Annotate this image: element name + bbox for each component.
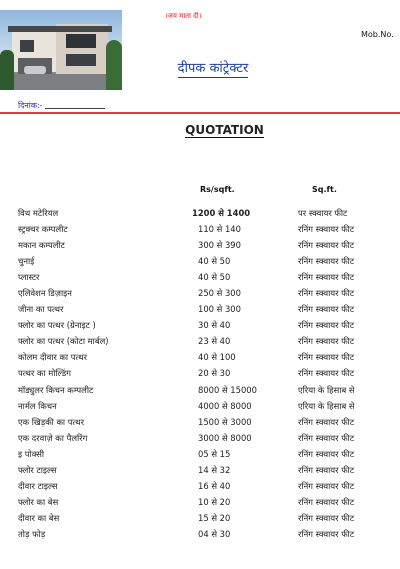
table-row [18, 349, 388, 365]
table-row [18, 301, 388, 317]
item-name: विथ मटेरियल [18, 208, 59, 218]
item-name: दीवार का बेस [18, 512, 60, 523]
item-rate: 300 से 390 [198, 240, 241, 251]
item-name: इ पोक्सी [18, 448, 45, 459]
item-rate: 10 से 20 [198, 496, 231, 507]
table-row [18, 494, 388, 510]
item-unit: रनिंग स्क्वायर फीट [298, 288, 355, 299]
table-row [18, 317, 388, 333]
table-row [18, 526, 388, 542]
mobile-number-label: Mob.No. [361, 30, 394, 39]
date-field [18, 100, 105, 111]
quotation-heading [0, 123, 400, 137]
item-name: मॉड्युलर किचन कम्पलीट [18, 384, 94, 395]
item-unit: रनिंग स्क्वायर फीट [298, 320, 355, 331]
table-row [18, 398, 388, 414]
item-rate: 20 से 30 [198, 368, 231, 379]
divider-line [0, 112, 400, 114]
item-rate: 40 से 50 [198, 256, 231, 267]
item-name: एलिवेशन डिज़ाइन [18, 288, 72, 299]
table-row [18, 205, 388, 221]
house-photo [0, 10, 122, 90]
item-rate: 110 से 140 [198, 224, 241, 235]
quotation-heading-text: QUOTATION [185, 123, 264, 137]
date-blank-line [45, 108, 105, 109]
item-unit: रनिंग स्क्वायर फीट [298, 512, 355, 523]
quotation-table [18, 205, 388, 542]
unit-column-header: Sq.ft. [312, 185, 337, 194]
table-row [18, 462, 388, 478]
item-name: फ्लोर का पत्थर (कोटा मार्बल) [18, 336, 109, 347]
item-rate: 14 से 32 [198, 464, 231, 475]
item-unit: रनिंग स्क्वायर फीट [298, 416, 355, 427]
item-rate: 23 से 40 [198, 336, 231, 347]
table-row [18, 221, 388, 237]
item-name: चुनाई [18, 256, 35, 267]
table-row [18, 365, 388, 381]
item-unit: रनिंग स्क्वायर फीट [298, 336, 355, 347]
item-name: प्लास्टर [18, 272, 40, 283]
table-row [18, 430, 388, 446]
item-name: फ्लोर का बेस [18, 496, 59, 507]
item-unit: रनिंग स्क्वायर फीट [298, 352, 355, 363]
item-unit: पर स्क्वायर फीट [298, 208, 348, 218]
item-name: दीवार टाइल्स [18, 480, 58, 491]
item-unit: रनिंग स्क्वायर फीट [298, 224, 355, 235]
item-name: एक खिड़की का पत्थर [18, 416, 85, 427]
table-row [18, 253, 388, 269]
item-rate: 3000 से 8000 [198, 432, 252, 443]
table-row [18, 269, 388, 285]
item-unit: एरिया के हिसाब से [298, 384, 355, 395]
item-unit: रनिंग स्क्वायर फीट [298, 464, 355, 475]
tagline: ।जय माता दी। [165, 12, 202, 20]
item-name: कोलम दीवार का पत्थर [18, 352, 88, 363]
item-unit: रनिंग स्क्वायर फीट [298, 448, 355, 459]
item-name: स्ट्रक्चर कम्पलीट [18, 224, 68, 235]
table-row [18, 237, 388, 253]
item-rate: 4000 से 8000 [198, 400, 252, 411]
table-row [18, 478, 388, 494]
item-name: एक दरवाज़े का पैलरिंग [18, 432, 88, 443]
company-name [0, 58, 400, 76]
table-row [18, 446, 388, 462]
item-unit: रनिंग स्क्वायर फीट [298, 528, 355, 539]
item-rate: 40 से 100 [198, 352, 236, 363]
item-rate: 250 से 300 [198, 288, 241, 299]
rate-column-header: Rs/sqft. [200, 185, 235, 194]
item-rate: 40 से 50 [198, 272, 231, 283]
table-row [18, 510, 388, 526]
item-unit: रनिंग स्क्वायर फीट [298, 496, 355, 507]
item-name: मकान कम्पलीट [18, 240, 65, 251]
item-unit: रनिंग स्क्वायर फीट [298, 480, 355, 491]
item-rate: 30 से 40 [198, 320, 231, 331]
item-unit: रनिंग स्क्वायर फीट [298, 272, 355, 283]
item-rate: 04 से 30 [198, 528, 231, 539]
item-unit: रनिंग स्क्वायर फीट [298, 304, 355, 315]
item-unit: रनिंग स्क्वायर फीट [298, 432, 355, 443]
item-rate: 15 से 20 [198, 512, 231, 523]
item-name: तोड़ फोड़ [18, 528, 46, 539]
item-rate: 8000 से 15000 [198, 384, 257, 395]
table-row [18, 414, 388, 430]
table-row [18, 285, 388, 301]
item-rate: 1200 से 1400 [192, 208, 251, 218]
item-unit: एरिया के हिसाब से [298, 400, 355, 411]
company-name-text: दीपक कांट्रेक्टर [177, 61, 249, 76]
item-name: नार्मल किचन [18, 400, 57, 411]
table-row [18, 382, 388, 398]
item-rate: 1500 से 3000 [198, 416, 252, 427]
item-rate: 100 से 300 [198, 304, 241, 315]
item-name: फ्लोर टाइल्स [18, 464, 57, 475]
item-unit: रनिंग स्क्वायर फीट [298, 240, 355, 251]
table-row [18, 333, 388, 349]
item-rate: 16 से 40 [198, 480, 231, 491]
item-rate: 05 से 15 [198, 448, 231, 459]
item-unit: रनिंग स्क्वायर फीट [298, 256, 355, 267]
item-name: जीना का पत्थर [18, 304, 64, 315]
item-name: फ्लोर का पत्थर (ग्रेनाइट ) [18, 320, 96, 331]
item-name: पत्थर का मोल्डिंग [18, 368, 71, 379]
date-label: दिनांक:- [18, 101, 43, 110]
item-unit: रनिंग स्क्वायर फीट [298, 368, 355, 379]
